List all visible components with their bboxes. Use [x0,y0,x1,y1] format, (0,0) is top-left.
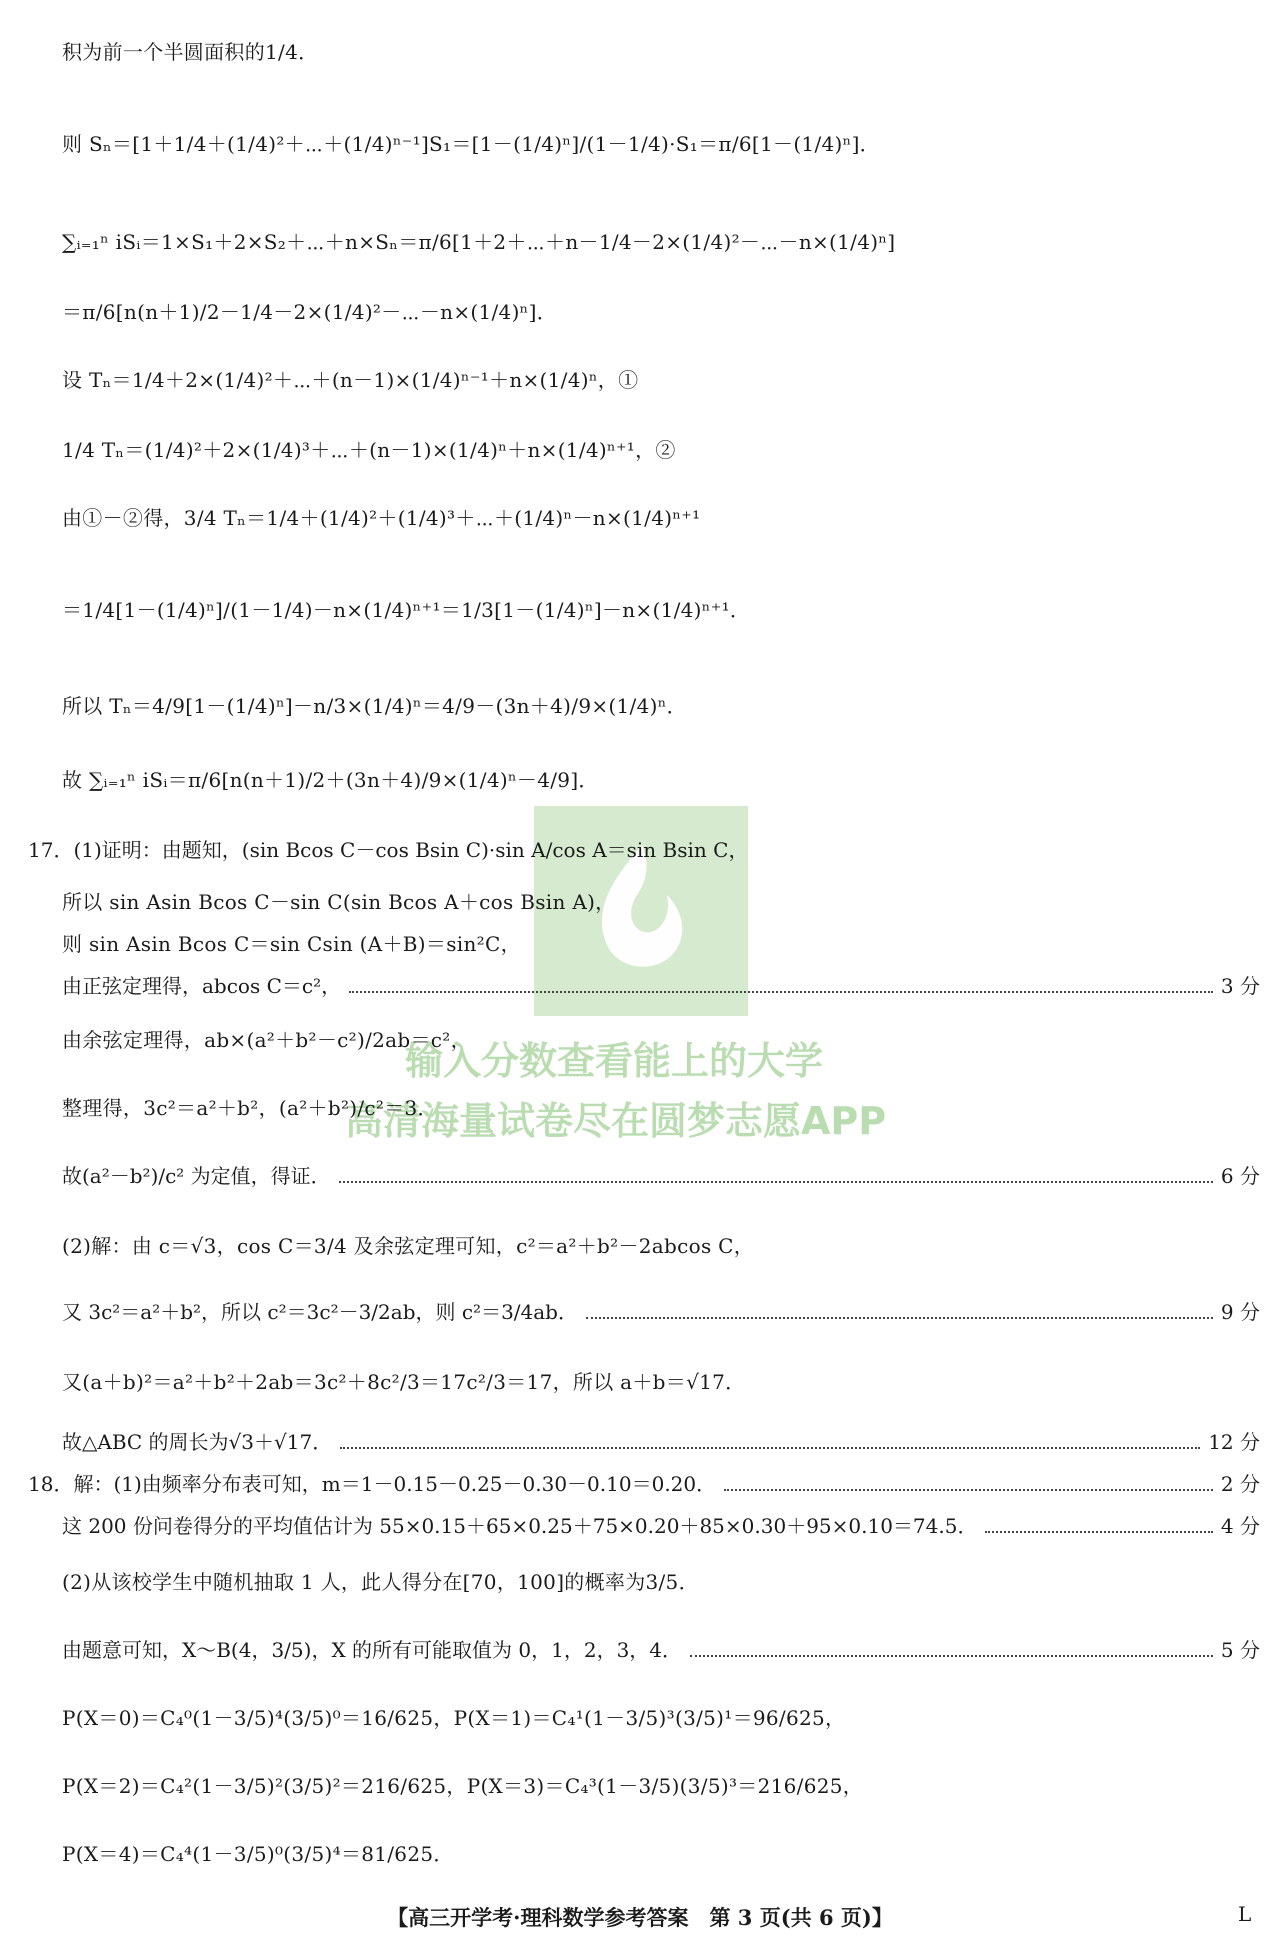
leader-dots [340,1447,1200,1449]
solution-line: (2)解：由 c＝√3，cos C＝3/4 及余弦定理可知，c²＝a²＋b²－2abcos C， [62,1234,755,1258]
row-text: 由题意可知，X～B(4，3/5)，X 的所有可能取值为 0，1，2，3，4． [62,1638,683,1662]
solution-line: 1/4 Tₙ＝(1/4)²＋2×(1/4)³＋⋯＋(n－1)×(1/4)ⁿ＋n×(1/4)ⁿ⁺¹，② [62,438,676,462]
leader-dots [724,1489,1213,1491]
scored-line [28,1470,1260,1498]
leader-dots [349,991,1213,993]
solution-line: P(X＝0)＝C₄⁰(1－3/5)⁴(3/5)⁰＝16/625，P(X＝1)＝C₄¹(1－3/5)³(3/5)¹＝96/625， [62,1706,846,1730]
score-points: 12 分 [1208,1430,1260,1454]
solution-line: 则 sin Asin Bcos C＝sin Csin (A＋B)＝sin²C， [62,932,521,956]
problem-17-intro [28,836,1260,864]
solution-line: 所以 sin Asin Bcos C－sin C(sin Bcos A＋cos Bsin A)， [62,890,616,914]
leader-dots [339,1181,1213,1183]
solution-line: 又(a＋b)²＝a²＋b²＋2ab＝3c²＋8c²/3＝17c²/3＝17，所以 a＋b＝√17． [62,1370,746,1394]
score-points: 5 分 [1220,1638,1260,1662]
solution-line: ＝π/6[n(n＋1)/2－1/4－2×(1/4)²－⋯－n×(1/4)ⁿ]． [62,300,558,324]
watermark-text-line1: 输入分数查看能上的大学 [405,1039,824,1083]
leader-dots [985,1531,1212,1533]
scored-line [62,1162,1260,1190]
solution-line: ∑ᵢ₌₁ⁿ iSᵢ＝1×S₁＋2×S₂＋⋯＋n×Sₙ＝π/6[1＋2＋⋯＋n－1/4－2×(1/4)²－⋯－n×(1/4)ⁿ] [62,230,896,254]
row-text: 17．(1)证明：由题知，(sin Bcos C－cos Bsin C)·sin A/cos A＝sin Bsin C， [28,838,749,862]
row-text: 又 3c²＝a²＋b²，所以 c²＝3c²－3/2ab，则 c²＝3/4ab． [62,1300,578,1324]
footer-code: L [1238,1902,1252,1926]
leader-dots [690,1655,1213,1657]
scored-line [62,1298,1260,1326]
solution-line: (2)从该校学生中随机抽取 1 人，此人得分在[70，100]的概率为3/5． [62,1570,699,1594]
scored-line [62,1636,1260,1664]
watermark-text-line2: 高清海量试卷尽在圆梦志愿APP [345,1099,887,1143]
solution-line: 整理得，3c²＝a²＋b²，(a²＋b²)/c²＝3． [62,1096,438,1120]
score-points: 2 分 [1220,1472,1260,1496]
score-points: 9 分 [1220,1300,1260,1324]
solution-line: 故 ∑ᵢ₌₁ⁿ iSᵢ＝π/6[n(n＋1)/2＋(3n＋4)/9×(1/4)ⁿ－4/9]． [62,768,599,792]
score-points: 3 分 [1220,974,1260,998]
row-text: 故△ABC 的周长为√3＋√17． [62,1430,333,1454]
solution-line: 所以 Tₙ＝4/9[1－(1/4)ⁿ]－n/3×(1/4)ⁿ＝4/9－(3n＋4)/9×(1/4)ⁿ． [62,694,687,718]
solution-line: 积为前一个半圆面积的1/4． [62,40,319,64]
row-text: 故(a²－b²)/c² 为定值，得证． [62,1164,331,1188]
row-text: 由正弦定理得，abcos C＝c²， [62,974,342,998]
row-text: 18．解：(1)由频率分布表可知，m＝1－0.15－0.25－0.30－0.10＝0.20． [28,1472,717,1496]
solution-line: ＝1/4[1－(1/4)ⁿ]/(1－1/4)－n×(1/4)ⁿ⁺¹＝1/3[1－(1/4)ⁿ]－n×(1/4)ⁿ⁺¹． [62,598,751,622]
solution-line: 由余弦定理得，ab×(a²＋b²－c²)/2ab＝c²， [62,1028,471,1052]
scored-line [62,1512,1260,1540]
solution-line: P(X＝4)＝C₄⁴(1－3/5)⁰(3/5)⁴＝81/625． [62,1842,454,1866]
scored-line [62,1428,1260,1456]
score-points: 6 分 [1220,1164,1260,1188]
solution-line: 设 Tₙ＝1/4＋2×(1/4)²＋⋯＋(n－1)×(1/4)ⁿ⁻¹＋n×(1/4)ⁿ，① [62,368,639,392]
scored-line [62,972,1260,1000]
leader-dots [586,1317,1213,1319]
row-text: 这 200 份问卷得分的平均值估计为 55×0.15＋65×0.25＋75×0.20＋85×0.30＋95×0.10＝74.5． [62,1514,978,1538]
solution-line: 则 Sₙ＝[1＋1/4＋(1/4)²＋⋯＋(1/4)ⁿ⁻¹]S₁＝[1－(1/4)ⁿ]/(1－1/4)·S₁＝π/6[1－(1/4)ⁿ]． [62,132,880,156]
solution-line: 由①－②得，3/4 Tₙ＝1/4＋(1/4)²＋(1/4)³＋⋯＋(1/4)ⁿ－n×(1/4)ⁿ⁺¹ [62,506,701,530]
solution-line: P(X＝2)＝C₄²(1－3/5)²(3/5)²＝216/625，P(X＝3)＝C₄³(1－3/5)(3/5)³＝216/625， [62,1774,864,1798]
page-footer: 【高三开学考·理科数学参考答案 第 3 页(共 6 页)】 [387,1905,893,1930]
score-points: 4 分 [1220,1514,1260,1538]
